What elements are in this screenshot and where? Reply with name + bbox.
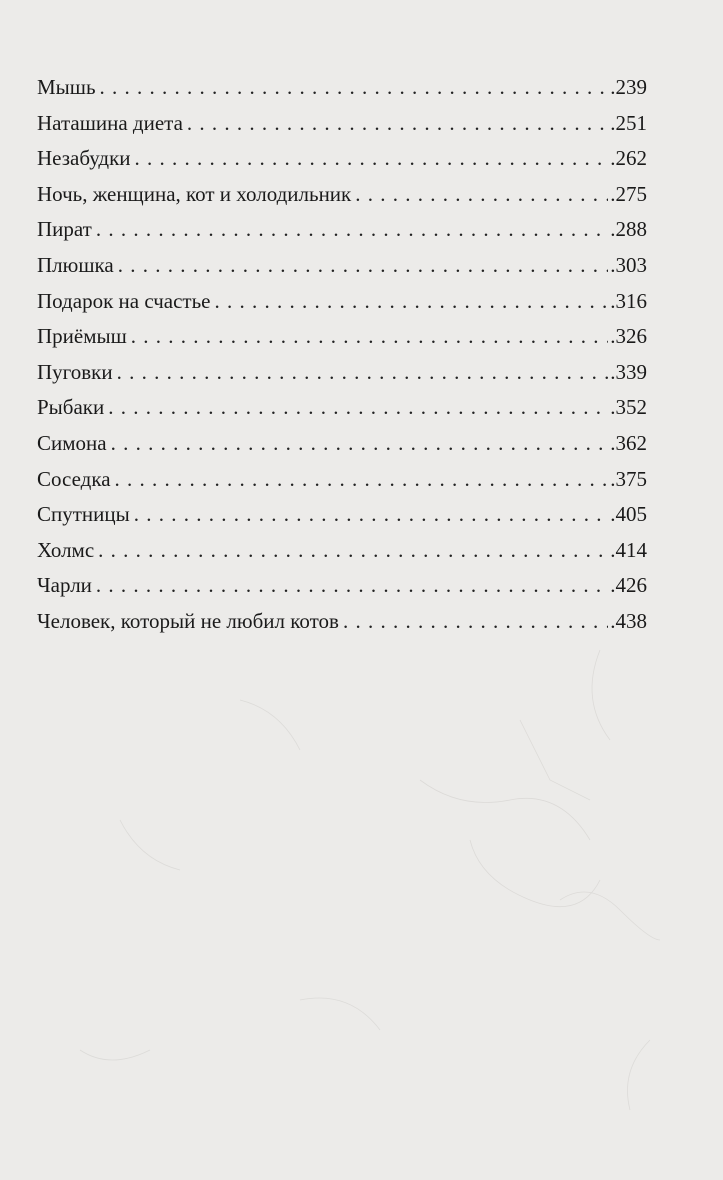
toc-dot-leader [96, 212, 608, 248]
toc-entry-page: .405 [610, 502, 647, 527]
toc-entry-title: Человек, который не любил котов [37, 608, 339, 633]
toc-entry[interactable] [37, 70, 647, 106]
toc-entry-page: .303 [610, 252, 647, 277]
toc-entry-title: Наташина диета [37, 110, 183, 135]
toc-dot-leader [117, 355, 609, 391]
toc-entry-page: .352 [610, 395, 647, 420]
toc-entry-page: .275 [610, 181, 647, 206]
toc-dot-leader [118, 248, 609, 284]
toc-entry-page: .262 [610, 146, 647, 171]
toc-entry[interactable] [37, 212, 647, 248]
toc-entry-page: .339 [610, 359, 647, 384]
toc-entry[interactable] [37, 177, 647, 213]
toc-entry[interactable] [37, 568, 647, 604]
toc-entry-title: Подарок на счастье [37, 288, 211, 313]
toc-entry-page: .239 [610, 75, 647, 99]
toc-entry[interactable] [37, 319, 647, 355]
toc-entry-title: Спутницы [37, 502, 130, 527]
toc-dot-leader [115, 462, 609, 498]
toc-entry[interactable] [37, 533, 647, 569]
toc-dot-leader [108, 390, 608, 426]
toc-dot-leader [355, 177, 608, 213]
toc-dot-leader [343, 604, 608, 640]
toc-entry-title: Соседка [37, 466, 111, 491]
toc-entry[interactable] [37, 284, 647, 320]
toc-entry-page: .326 [610, 324, 647, 349]
toc-entry[interactable] [37, 248, 647, 284]
toc-entry-title: Мышь [37, 75, 96, 99]
toc-dot-leader [100, 70, 609, 106]
toc-entry-page: .438 [610, 608, 647, 633]
toc-entry-title: Рыбаки [37, 395, 105, 420]
toc-dot-leader [98, 533, 608, 569]
toc-entry-title: Приёмыш [37, 324, 127, 349]
toc-entry-title: Пират [37, 217, 92, 242]
toc-entry-title: Пуговки [37, 359, 113, 384]
toc-entry-title: Плюшка [37, 252, 114, 277]
toc-dot-leader [111, 426, 609, 462]
toc-entry-page: .251 [610, 110, 647, 135]
toc-entry[interactable] [37, 426, 647, 462]
toc-entry[interactable] [37, 106, 647, 142]
toc-dot-leader [187, 106, 608, 142]
toc-entry[interactable] [37, 141, 647, 177]
toc-entry-title: Чарли [37, 573, 92, 598]
toc-entry-title: Симона [37, 430, 107, 455]
toc-entry-page: .414 [610, 537, 647, 562]
toc-entry-page: .362 [610, 430, 647, 455]
toc-dot-leader [215, 284, 609, 320]
toc-entry-page: .375 [610, 466, 647, 491]
table-of-contents [37, 70, 647, 640]
toc-entry-title: Незабудки [37, 146, 131, 171]
toc-entry[interactable] [37, 390, 647, 426]
toc-entry-title: Ночь, женщина, кот и холодильник [37, 181, 352, 206]
toc-dot-leader [135, 141, 609, 177]
toc-entry-title: Холмс [37, 537, 95, 562]
toc-entry[interactable] [37, 497, 647, 533]
toc-entry-page: .288 [610, 217, 647, 242]
toc-entry-page: .426 [610, 573, 647, 598]
toc-entry[interactable] [37, 355, 647, 391]
toc-entry[interactable] [37, 604, 647, 640]
toc-entry[interactable] [37, 462, 647, 498]
toc-dot-leader [96, 568, 608, 604]
toc-entry-page: .316 [610, 288, 647, 313]
toc-dot-leader [131, 319, 608, 355]
toc-dot-leader [134, 497, 609, 533]
